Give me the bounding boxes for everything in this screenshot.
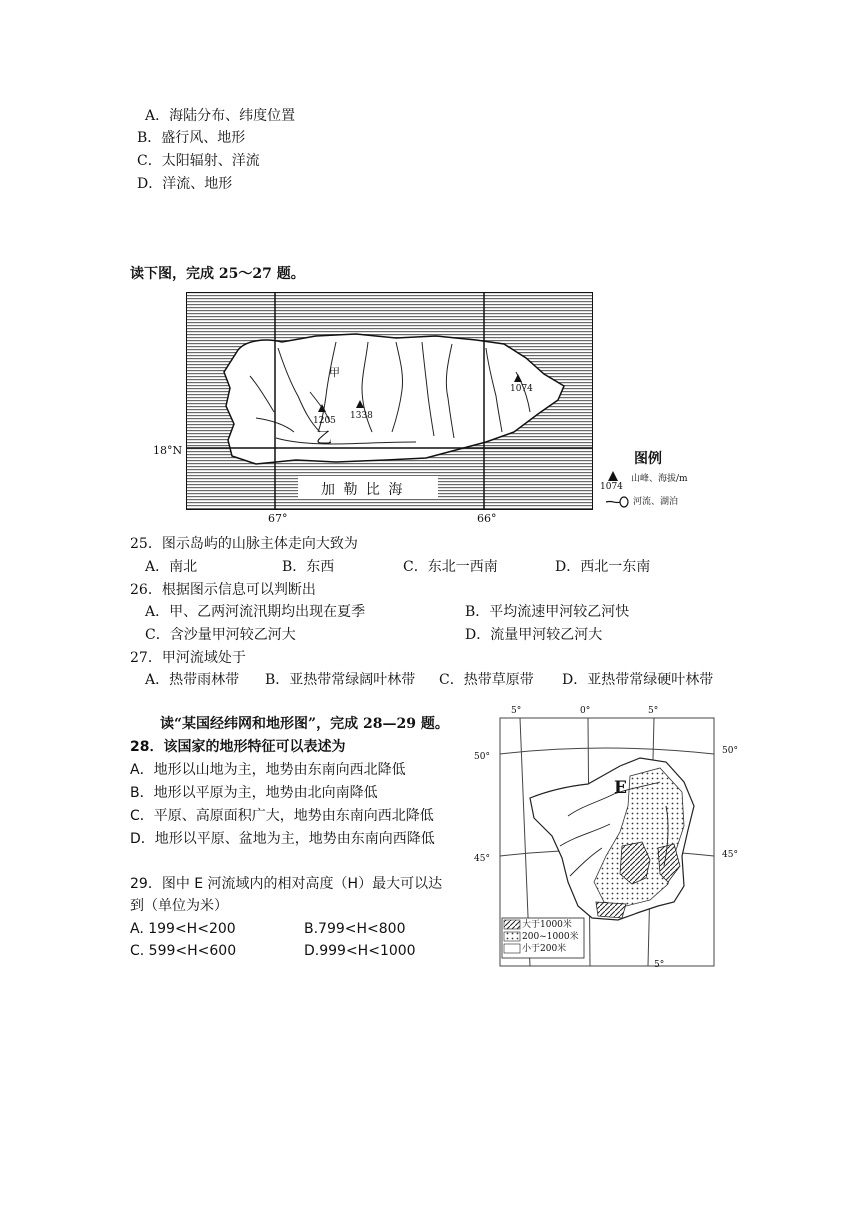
q28-option-b: B．地形以平原为主，地势由北向南降低: [130, 785, 378, 801]
q24-option-a: A．海陆分布、纬度位置: [145, 108, 296, 124]
map2-lat-45-left: 45°: [474, 854, 490, 864]
legend-peak-label: 山峰、海拔/m: [631, 474, 688, 484]
q27-option-c: C．热带草原带: [439, 672, 534, 688]
map2-lon-5e-bottom: 5°: [654, 960, 665, 970]
map2-lon-0: 0°: [580, 706, 591, 716]
country-topography-map: [470, 706, 744, 970]
q26-stem: 26．根据图示信息可以判断出: [130, 582, 316, 598]
caribbean-sea-label: 加 勒 比 海: [321, 482, 405, 498]
q29-option-b: B.799<H<800: [304, 921, 406, 937]
q27-option-d: D．亚热带常绿硬叶林带: [562, 672, 714, 688]
legend-swatch-mid: [504, 932, 520, 941]
latitude-18n-label: 18°N: [153, 444, 183, 457]
map2-lat-50-left: 50°: [474, 752, 490, 762]
peak-1074-label: 1074: [510, 384, 533, 394]
q25-option-d: D．西北一东南: [555, 559, 651, 575]
q28-option-c: C．平原、高原面积广大，地势由东南向西北降低: [130, 808, 434, 824]
q25-option-c: C．东北一西南: [403, 559, 498, 575]
map2-legend-low: 小于200米: [522, 944, 567, 954]
map2-river-e-label: E: [614, 778, 627, 798]
river-jia-label: 甲: [329, 366, 340, 379]
longitude-67-label: 67°: [268, 512, 288, 525]
q29-stem-line1: 29．图中 E 河流域内的相对高度（H）最大可以达: [130, 876, 443, 892]
legend-swatch-high: [504, 920, 520, 929]
q24-option-d: D．洋流、地形: [137, 176, 233, 192]
q26-option-d: D．流量甲河较乙河大: [465, 627, 603, 643]
legend-peak-value: 1074: [600, 482, 623, 492]
map2-lat-50-right: 50°: [722, 746, 738, 756]
q24-option-c: C．太阳辐射、洋流: [137, 153, 260, 169]
q26-option-a: A．甲、乙两河流汛期均出现在夏季: [145, 604, 366, 620]
q28-option-d: D．地形以平原、盆地为主，地势由东南向西降低: [130, 831, 435, 847]
longitude-66-label: 66°: [477, 512, 497, 525]
legend-river-label: 河流、湖泊: [633, 497, 679, 507]
q29-option-a: A. 199<H<200: [130, 921, 236, 937]
q27-option-a: A．热带雨林带: [145, 672, 240, 688]
q25-option-b: B．东西: [282, 559, 335, 575]
map2-legend-high: 大于1000米: [522, 920, 572, 930]
peak-1338-label: 1338: [350, 411, 373, 421]
q26-option-c: C．含沙量甲河较乙河大: [145, 627, 296, 643]
q29-option-d: D.999<H<1000: [304, 943, 416, 959]
island-map: [186, 292, 593, 510]
q25-option-a: A．南北: [145, 559, 198, 575]
q24-option-b: B．盛行风、地形: [137, 130, 246, 146]
q28-stem: 28．该国家的地形特征可以表述为: [130, 739, 346, 755]
river-yi-label: 乙: [316, 428, 333, 447]
q25-stem: 25．图示岛屿的山脉主体走向大致为: [130, 536, 358, 552]
q29-option-c: C. 599<H<600: [130, 943, 237, 959]
q28-option-a: A．地形以山地为主，地势由东南向西北降低: [130, 762, 406, 778]
map2-lon-5e: 5°: [648, 706, 659, 716]
q27-option-b: B．亚热带常绿阔叶林带: [265, 672, 416, 688]
map2-lat-45-right: 45°: [722, 850, 738, 860]
section1-intro: 读下图，完成 25～27 题。: [130, 266, 305, 282]
q26-option-b: B．平均流速甲河较乙河快: [465, 604, 630, 620]
q29-stem-line2: 到（单位为米）: [130, 898, 228, 914]
map2-lon-5w: 5°: [511, 706, 522, 716]
legend-title: 图例: [634, 451, 662, 467]
section2-intro: 读“某国经纬网和地形图”，完成 28—29 题。: [160, 716, 449, 732]
peak-1205-label: 1205: [313, 416, 336, 426]
legend-swatch-low: [504, 944, 520, 953]
q27-stem: 27．甲河流域处于: [130, 650, 246, 666]
legend-peak-icon: [606, 470, 620, 482]
map2-legend-mid: 200~1000米: [522, 932, 579, 942]
legend-river-icon: [604, 494, 630, 510]
